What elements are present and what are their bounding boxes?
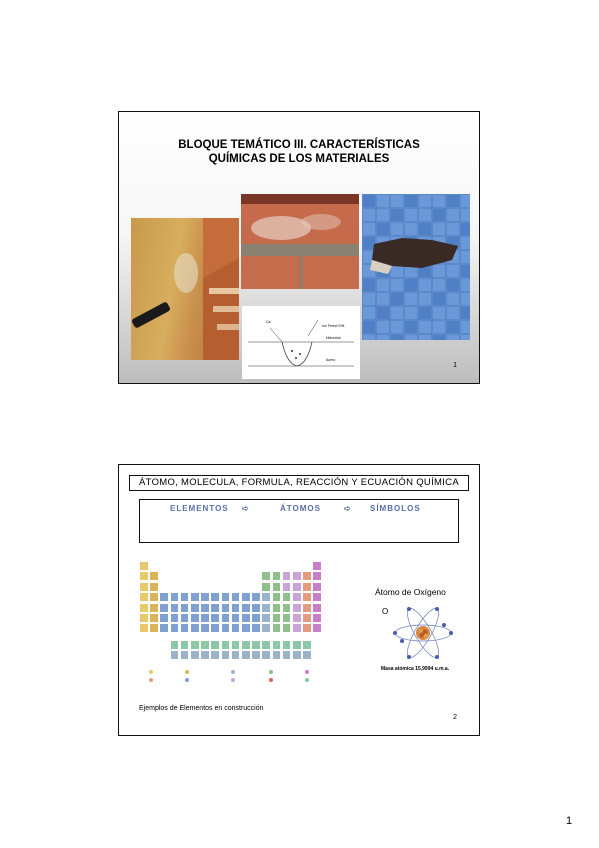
diagram-label: Hidróxido (326, 336, 341, 340)
element-cell (210, 650, 220, 660)
periodic-table (139, 561, 369, 681)
tile (433, 279, 445, 291)
tile (405, 293, 417, 305)
tile (391, 265, 403, 277)
element-cell (292, 650, 302, 660)
tile (433, 265, 445, 277)
tile (377, 209, 389, 221)
tile (461, 307, 470, 319)
element-cell (272, 571, 282, 581)
element-cell (272, 650, 282, 660)
tile (377, 293, 389, 305)
element-cell (261, 571, 271, 581)
tile (433, 195, 445, 207)
tile (377, 223, 389, 235)
tile (377, 335, 389, 340)
element-cell (292, 571, 302, 581)
element-cell (149, 592, 159, 602)
element-cell (292, 640, 302, 650)
element-cell (180, 592, 190, 602)
tile (461, 321, 470, 333)
tile (363, 223, 375, 235)
element-cell (210, 603, 220, 613)
slide-1-title (119, 138, 479, 166)
photo-wall-pipe (131, 218, 239, 360)
element-cell (241, 603, 251, 613)
tile (405, 223, 417, 235)
element-cell (241, 640, 251, 650)
element-cell (210, 613, 220, 623)
element-cell (139, 582, 149, 592)
element-cell (292, 582, 302, 592)
elements-box (139, 499, 459, 543)
element-cell (251, 613, 261, 623)
element-cell (261, 613, 271, 623)
tile (447, 223, 459, 235)
element-cell (241, 613, 251, 623)
tile (377, 195, 389, 207)
atom-symbol: O (382, 607, 389, 616)
element-cell (251, 603, 261, 613)
slide-2 (118, 464, 480, 736)
element-cell (139, 623, 149, 633)
element-cell (292, 623, 302, 633)
element-cell (292, 613, 302, 623)
tile (461, 265, 470, 277)
element-cell (221, 592, 231, 602)
tile (433, 307, 445, 319)
element-cell (282, 582, 292, 592)
tile (433, 335, 445, 340)
tile (391, 321, 403, 333)
element-cell (170, 613, 180, 623)
tile (433, 321, 445, 333)
tile (363, 307, 375, 319)
element-cell (190, 613, 200, 623)
element-cell (170, 623, 180, 633)
element-cell (159, 603, 169, 613)
diagram-label: Ion Ferrol+OH- (322, 324, 346, 328)
element-cell (180, 650, 190, 660)
element-cell (282, 571, 292, 581)
slide-1 (118, 111, 480, 384)
element-cell (170, 592, 180, 602)
element-cell (282, 592, 292, 602)
tile (461, 251, 470, 263)
element-cell (200, 650, 210, 660)
tile (433, 293, 445, 305)
tile (363, 237, 375, 249)
tile (405, 279, 417, 291)
tile (447, 321, 459, 333)
tile (461, 335, 470, 340)
element-cell (312, 613, 322, 623)
element-cell (221, 603, 231, 613)
element-cell (241, 650, 251, 660)
element-cell (210, 592, 220, 602)
element-cell (272, 613, 282, 623)
element-cell (272, 640, 282, 650)
element-cell (149, 613, 159, 623)
tile (461, 209, 470, 221)
element-cell (312, 603, 322, 613)
atomic-mass-text: Masa atómica 15,9994 u.m.a. (381, 666, 450, 672)
tile (419, 195, 431, 207)
tile (405, 307, 417, 319)
element-cell (221, 640, 231, 650)
element-cell (261, 623, 271, 633)
simbolos-label: SÍMBOLOS (370, 504, 421, 513)
element-cell (261, 650, 271, 660)
tile (461, 279, 470, 291)
tile (461, 293, 470, 305)
tile (447, 209, 459, 221)
element-cell (231, 650, 241, 660)
element-cell (149, 603, 159, 613)
tile (419, 307, 431, 319)
element-cell (170, 603, 180, 613)
title-line-1: BLOQUE TEMÁTICO III. CARACTERÍSTICAS (178, 139, 420, 151)
element-cell (180, 613, 190, 623)
element-cell (159, 623, 169, 633)
element-cell (312, 571, 322, 581)
element-cell (251, 592, 261, 602)
element-cell (231, 613, 241, 623)
element-cell (231, 603, 241, 613)
photo-blue-tiles (362, 194, 470, 340)
element-cell (210, 640, 220, 650)
element-cell (149, 582, 159, 592)
element-cell (149, 623, 159, 633)
element-cell (231, 592, 241, 602)
element-cell (272, 623, 282, 633)
tile (447, 279, 459, 291)
element-cell (200, 592, 210, 602)
tile (461, 195, 470, 207)
diagram-label: Acero (326, 358, 336, 362)
element-cell (302, 623, 312, 633)
tile (419, 223, 431, 235)
slide-2-title: ÁTOMO, MOLECULA, FORMULA, REACCIÓN Y ECUACIÓN QUÍMICA (129, 475, 469, 491)
element-cell (170, 650, 180, 660)
diagram-label: Ca (266, 320, 271, 324)
damage-patch (372, 238, 458, 268)
element-cell (221, 613, 231, 623)
element-cell (190, 603, 200, 613)
element-cell (210, 623, 220, 633)
element-cell (221, 623, 231, 633)
element-cell (312, 623, 322, 633)
tile (461, 237, 470, 249)
element-cell (159, 592, 169, 602)
atomos-label: ÁTOMOS (280, 504, 321, 513)
element-cell (190, 623, 200, 633)
tile (405, 209, 417, 221)
element-cell (139, 613, 149, 623)
tile (363, 335, 375, 340)
tile (363, 195, 375, 207)
tile (377, 279, 389, 291)
element-cell (200, 613, 210, 623)
tile (391, 279, 403, 291)
element-cell (292, 603, 302, 613)
element-cell (312, 582, 322, 592)
element-cell (302, 582, 312, 592)
tile (447, 293, 459, 305)
element-cell (139, 603, 149, 613)
tile (391, 223, 403, 235)
elementos-label: ELEMENTOS (170, 504, 229, 513)
tile (377, 307, 389, 319)
title-line-2: QUÍMICAS DE LOS MATERIALES (208, 153, 390, 165)
tile (363, 321, 375, 333)
tile (433, 209, 445, 221)
element-cell (272, 592, 282, 602)
element-cell (149, 571, 159, 581)
element-cell (282, 623, 292, 633)
element-cell (200, 640, 210, 650)
element-cell (261, 582, 271, 592)
tile (447, 307, 459, 319)
tile (363, 279, 375, 291)
element-cell (272, 582, 282, 592)
element-cell (190, 650, 200, 660)
element-cell (302, 640, 312, 650)
element-cell (159, 613, 169, 623)
element-cell (302, 613, 312, 623)
slide-number: 1 (453, 362, 457, 369)
element-cell (251, 623, 261, 633)
element-cell (170, 640, 180, 650)
slide-number: 2 (453, 714, 457, 721)
tile (391, 209, 403, 221)
tile (363, 293, 375, 305)
tile (419, 209, 431, 221)
element-cell (292, 592, 302, 602)
tile (391, 335, 403, 340)
element-cell (282, 650, 292, 660)
element-cell (200, 603, 210, 613)
element-cell (200, 623, 210, 633)
tile (391, 293, 403, 305)
photo-brick-efflorescence (241, 194, 359, 289)
element-cell (241, 623, 251, 633)
tile (363, 209, 375, 221)
tile (419, 321, 431, 333)
element-cell (261, 592, 271, 602)
tile (405, 321, 417, 333)
element-cell (231, 623, 241, 633)
element-cell (251, 650, 261, 660)
tile (391, 307, 403, 319)
tile (405, 335, 417, 340)
arrow-icon: ➪ (242, 504, 250, 513)
element-cell (272, 603, 282, 613)
element-cell (221, 650, 231, 660)
oxygen-atom-model (392, 605, 454, 661)
element-cell (241, 592, 251, 602)
tile (419, 293, 431, 305)
tile (447, 195, 459, 207)
element-cell (261, 603, 271, 613)
element-cell (282, 640, 292, 650)
element-cell (282, 603, 292, 613)
element-cell (190, 640, 200, 650)
tile (461, 223, 470, 235)
element-cell (251, 640, 261, 650)
element-cell (180, 640, 190, 650)
element-cell (180, 623, 190, 633)
element-cell (312, 592, 322, 602)
examples-caption: Ejemplos de Elementos en construcción (139, 705, 264, 712)
tile (391, 195, 403, 207)
element-cell (302, 592, 312, 602)
corrosion-diagram (242, 306, 360, 379)
tile (405, 195, 417, 207)
element-cell (180, 603, 190, 613)
element-cell (139, 592, 149, 602)
tile (447, 335, 459, 340)
element-cell (302, 603, 312, 613)
page-number: 1 (566, 815, 573, 827)
periodic-table-legend (147, 669, 347, 684)
element-cell (139, 571, 149, 581)
element-cell (261, 640, 271, 650)
element-cell (302, 650, 312, 660)
element-cell (302, 571, 312, 581)
tile (419, 279, 431, 291)
element-cell (312, 561, 322, 571)
element-cell (231, 640, 241, 650)
atom-title: Átomo de Oxígeno (375, 587, 446, 597)
arrow-icon: ➪ (344, 504, 352, 513)
tile (377, 321, 389, 333)
tile (447, 265, 459, 277)
tile (433, 223, 445, 235)
element-cell (282, 613, 292, 623)
tile (419, 335, 431, 340)
element-cell (139, 561, 149, 571)
element-cell (190, 592, 200, 602)
